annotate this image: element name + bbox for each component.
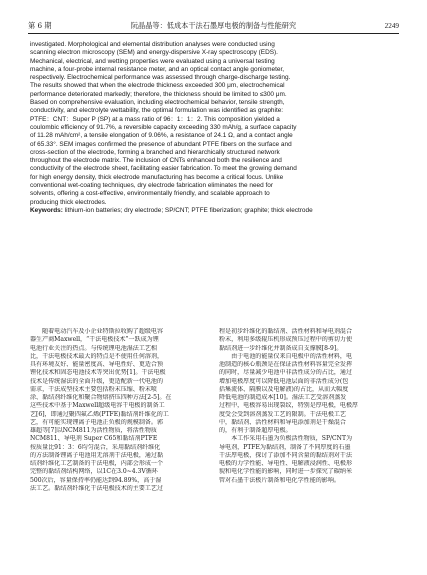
page-number: 2249 <box>384 22 399 30</box>
body-column-right <box>219 328 397 485</box>
english-abstract <box>30 41 396 215</box>
body-line: 雄超等[7]以NCM811为活性物质，将活性物质 <box>30 427 157 434</box>
body-line: 度受会受到溶剂蒸发工艺的限制。干法电极工艺 <box>219 410 346 418</box>
body-line: 黏结剂进一步纤维化并制备成自支撑膜[8-9]。 <box>219 344 343 352</box>
abstract-line: machine, a four-probe internal resistance meter, and an optical contact angle goniometer, <box>30 65 285 73</box>
body-line: 艺，有可能实现锂离子电池正负极的规模制备。郭 <box>30 418 164 426</box>
running-header <box>28 19 399 34</box>
abstract-line: PTFE：CNT：Super P (SP) at a mass ratio of 96：1：1：2. This composition yielded a <box>30 115 280 123</box>
body-line: 干法厚电极，探讨了添加不同含量的黏结剂对干法 <box>219 451 353 459</box>
abstract-line: of 11.28 mAh/cm², a tensile elongation of 9.06%, a resistance of 24.1 Ω, and a contact angle <box>30 132 293 140</box>
keywords-label: Keywords: <box>30 206 63 214</box>
abstract-line: scanning electron microscopy (SEM) and energy-dispersive X-ray spectroscopy (EDS). <box>30 49 278 57</box>
body-line: 导电剂，PTFE为黏结剂，制备了不同厚度的石墨 <box>219 443 351 451</box>
abstract-line: coulombic efficiency of 91.7%, a reversible capacity exceeding 330 mAh/g, a surface capacity <box>30 123 297 131</box>
abstract-line: throughout the electrode matrix. The inclusion of CNTs enhanced both the resilience and <box>30 157 282 165</box>
abstract-line: The results showed that when the electrode thickness exceeded 300 μm, electrochemical <box>30 82 285 90</box>
body-line: 的，有利于制备超厚电极。 <box>219 427 292 434</box>
body-line: 括集流体、隔膜以及电解液)的占比，从而大幅度 <box>219 385 349 393</box>
abstract-line: conductivity of the electrode sheet, facilitating easier fabrication. To meet the growing demand <box>30 165 297 173</box>
body-line: 比，干法电极技术最大的特点是不使用任何溶剂， <box>30 352 164 360</box>
body-line: 按质量比91：3：6均匀混合，采用黏结剂纤维化 <box>30 443 161 451</box>
body-line: 完整的黏结剂结构网络，以1C在3.0~4.3V循环 <box>30 468 158 476</box>
body-line: 随着电动汽车及小企业特斯拉收购了超级电容 <box>30 328 164 335</box>
abstract-line: conductivity, and electrolyte wettability, the optimal formulation was identified as graphite: <box>30 107 284 115</box>
abstract-line: solvents, offering a cost-effective, environmentally friendly, and scalable approach to <box>30 190 270 198</box>
body-line: 的同时，尽量减少电池中非活性成分的占比，通过 <box>219 369 353 377</box>
abstract-line: Mechanical, electrical, and wetting properties were evaluated using a universal testing <box>30 57 275 65</box>
body-line: 增加电极厚度可以降低电池层面的非活性成分(包 <box>219 377 349 385</box>
body-line: 电池行业关注的热点。与传统锂电池湿法工艺相 <box>30 344 157 352</box>
abstract-line: investigated. Morphological and elemental distribution analyses were conducted using <box>30 41 275 48</box>
body-line: 艺[6]，即通过聚四氟乙烯(PTFE)黏结剂纤维化的工 <box>30 410 169 418</box>
body-line: 池制造的核心瓶颈是在保证活性材料容量完全发挥 <box>219 361 353 368</box>
running-title: 阮晶晶等：低成本干法石墨厚电极的制备与性能研究 <box>130 21 297 30</box>
body-line: 程是初步纤维化的黏结剂、活性材料和导电剂混合 <box>219 328 353 335</box>
abstract-line: conventional wet-coating techniques, dry electrode fabrication eliminates the need for <box>30 182 273 190</box>
body-line: 中，黏结剂、活性材料和导电添加剂是干燥混合 <box>219 418 346 426</box>
abstract-line: performance deteriorated markedly; therefore, the thickness should be limited to ≤300 μm. <box>30 90 287 98</box>
body-line: 过程中，电极容易出现裂纹，特别是厚电极，电极厚 <box>219 402 359 410</box>
issue-number: 第 6 期 <box>28 21 52 30</box>
body-column-left <box>30 328 208 493</box>
body-line: 由于电池的能量仅来自电极中的活性材料，电 <box>219 352 353 360</box>
body-line: 锂化技术和固态电池技术等突出优势[1]。干法电极 <box>30 369 166 377</box>
body-line: 粉末，利用多级辊压机形成预压过程中的剪切力使 <box>219 336 353 344</box>
keywords-line <box>30 207 396 215</box>
body-line: 本工作采用石墨为负极活性物质，SP/CNT为 <box>219 435 353 443</box>
abstract-line: Based on comprehensive evaluation, including electrochemical behavior, tensile strength, <box>30 99 285 107</box>
body-line: 器生产商Maxwell，“干法电极技术”一跃成为锂 <box>30 336 159 344</box>
body-line: 降低电池的制造成本[10]。湿法工艺受溶剂蒸发 <box>219 394 347 401</box>
abstract-line: for high energy density, thick electrode manufacturing has become a critical focus. Unlike <box>30 173 284 181</box>
body-line: 这些技术中基于Maxwell超级电容干电极的制备工 <box>30 402 165 410</box>
body-line: 技术是传统湿法的全面升级，更适配新一代电池的 <box>30 377 164 385</box>
body-line: 貌和电化学性能的影响，同时进一步探究了碳纳米 <box>219 468 353 476</box>
abstract-line: cross-section of the electrode, forming a branched and hierarchically structured network <box>30 148 280 156</box>
abstract-line: respectively. Electrochemical performance was assessed through charge-discharge testing. <box>30 74 291 82</box>
abstract-line: of 65.33°. SEM images confirmed the presence of abundant PTFE fibers on the surface and <box>30 140 292 148</box>
body-line: NCM811、导电剂 Super C65和黏结剂PTFE <box>30 435 158 443</box>
body-line: 具有环境友好、能量密度高、导电性好、更适合预 <box>30 361 164 368</box>
body-line: 结剂纤维化工艺制备的干法电极，内部会形成一个 <box>30 460 164 467</box>
body-line: 500次后，容量保持率仍能达到94.89%，高于湿 <box>30 476 162 484</box>
body-line: 电极的力学性能、导电性、电解液浸润性、电极形 <box>219 460 353 467</box>
body-line: 的方法制备锂离子电池用无溶剂干法电极，通过黏 <box>30 451 164 459</box>
abstract-line: producing thick electrodes. <box>30 198 107 206</box>
keywords-text: lithium-ion batteries; dry electrode; SP/CNT; PTFE fiberization; graphite; thick electrode <box>64 206 313 214</box>
body-line: 管对石墨干法极片制备和电化学性能的影响。 <box>219 476 340 484</box>
body-line: 法工艺。黏结剂纤维化干法电极技术的主要工艺过 <box>30 484 164 492</box>
body-line: 涂、黏结剂纤维化和聚合物熔挤压四种方法[2-5]。在 <box>30 394 172 401</box>
body-line: 需求，干法成型技术主要包括粉末压缩、粉末喷 <box>30 385 157 393</box>
